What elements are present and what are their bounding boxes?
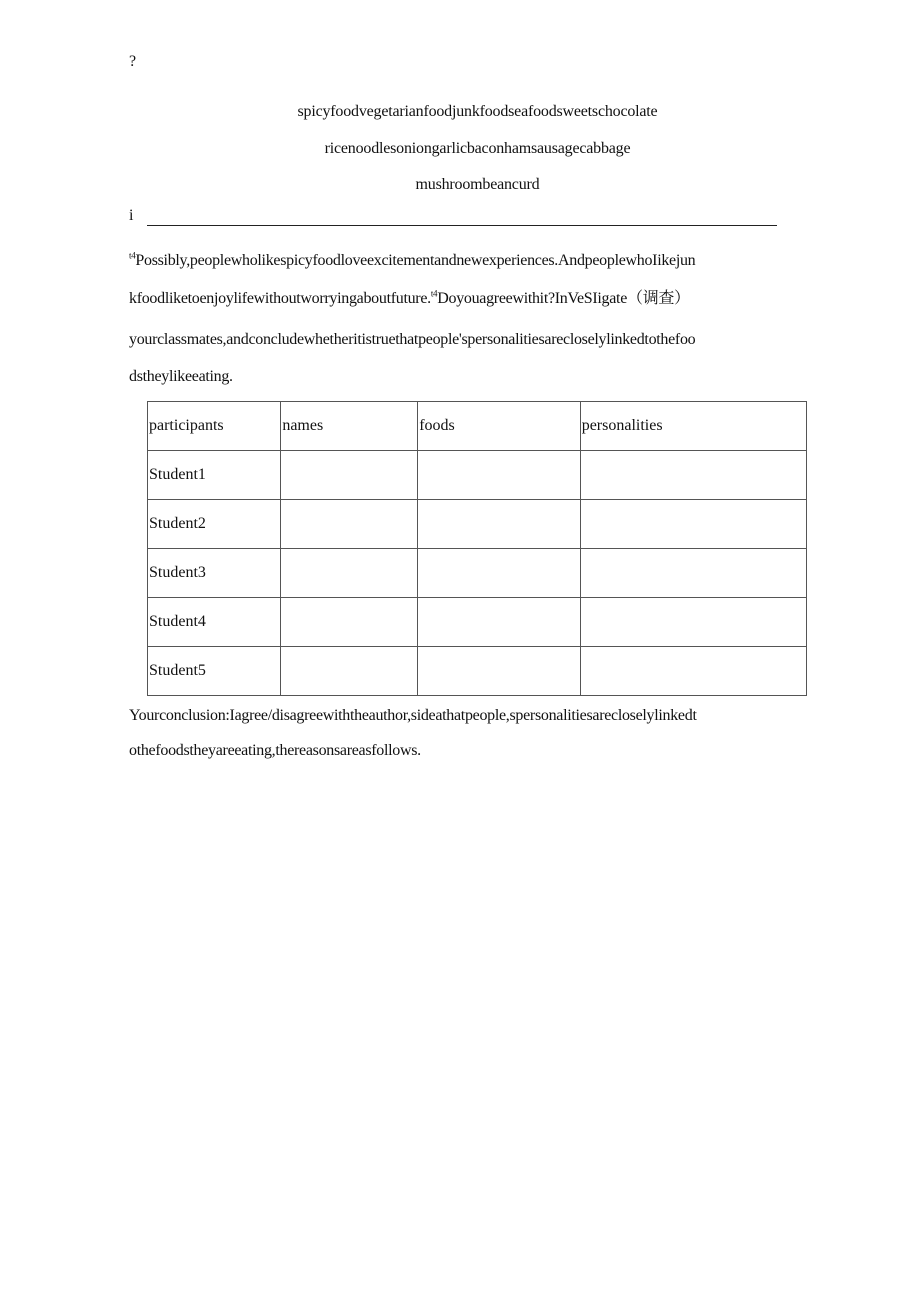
- food-cell[interactable]: [418, 549, 581, 598]
- participant-cell: Student2: [148, 500, 281, 549]
- participant-cell: Student1: [148, 451, 281, 500]
- paragraph-text: Possibly,peoplewholikespicyfoodloveexcitementandnewexperiences.AndpeoplewhoIikejun: [135, 252, 696, 269]
- conclusion-line-1: Yourconclusion:Iagree/disagreewiththeauthor,sideathatpeople,spersonalitiesarecloselylinkedt: [129, 707, 697, 724]
- table-row: [148, 598, 807, 647]
- table-row: [148, 451, 807, 500]
- table-row: [148, 647, 807, 696]
- footnote-marker: t4: [430, 288, 438, 299]
- participant-cell: Student5: [148, 647, 281, 696]
- header-participants: participants: [148, 402, 281, 451]
- name-cell[interactable]: [281, 451, 418, 500]
- table-row: [148, 500, 807, 549]
- footnote-marker: t4: [129, 250, 136, 261]
- vocab-line-1: spicyfoodvegetarianfoodjunkfoodseafoodsweetschocolate: [297, 103, 658, 120]
- personality-cell[interactable]: [580, 647, 806, 696]
- paragraph-line-2: [129, 289, 829, 309]
- name-cell[interactable]: [281, 549, 418, 598]
- table-row: [148, 549, 807, 598]
- blank-prefix: i: [129, 207, 134, 224]
- personality-cell[interactable]: [580, 549, 806, 598]
- survey-table: [147, 401, 807, 696]
- personality-cell[interactable]: [580, 598, 806, 647]
- personality-cell[interactable]: [580, 500, 806, 549]
- paragraph-line-3: yourclassmates,andconcludewhetheritistruethatpeople'spersonalitiesarecloselylinkedtothefoo: [129, 331, 696, 348]
- paragraph-line-1: [129, 251, 829, 271]
- answer-blank-row: [129, 206, 777, 226]
- paragraph-line-4: dstheylikeeating.: [129, 368, 233, 385]
- header-foods: foods: [418, 402, 581, 451]
- header-personalities: personalities: [580, 402, 806, 451]
- vocab-line-2: ricenoodlesoniongarlicbaconhamsausagecabbage: [324, 140, 631, 157]
- paragraph-text: kfoodliketoenjoylifewithoutworryingaboutfuture.: [129, 290, 431, 307]
- food-cell[interactable]: [418, 647, 581, 696]
- food-cell[interactable]: [418, 500, 581, 549]
- answer-blank-line[interactable]: [147, 211, 777, 226]
- personality-cell[interactable]: [580, 451, 806, 500]
- participant-cell: Student3: [148, 549, 281, 598]
- question-mark: ?: [129, 53, 137, 70]
- conclusion-line-2: othefoodstheyareeating,thereasonsareasfollows.: [129, 742, 421, 759]
- food-cell[interactable]: [418, 598, 581, 647]
- food-cell[interactable]: [418, 451, 581, 500]
- name-cell[interactable]: [281, 647, 418, 696]
- vocab-line-3: mushroombeancurd: [415, 176, 540, 193]
- name-cell[interactable]: [281, 500, 418, 549]
- table-header-row: [148, 402, 807, 451]
- paragraph-text: Doyouagreewithit?InVeSIigate（调查）: [437, 290, 690, 307]
- header-names: names: [281, 402, 418, 451]
- name-cell[interactable]: [281, 598, 418, 647]
- participant-cell: Student4: [148, 598, 281, 647]
